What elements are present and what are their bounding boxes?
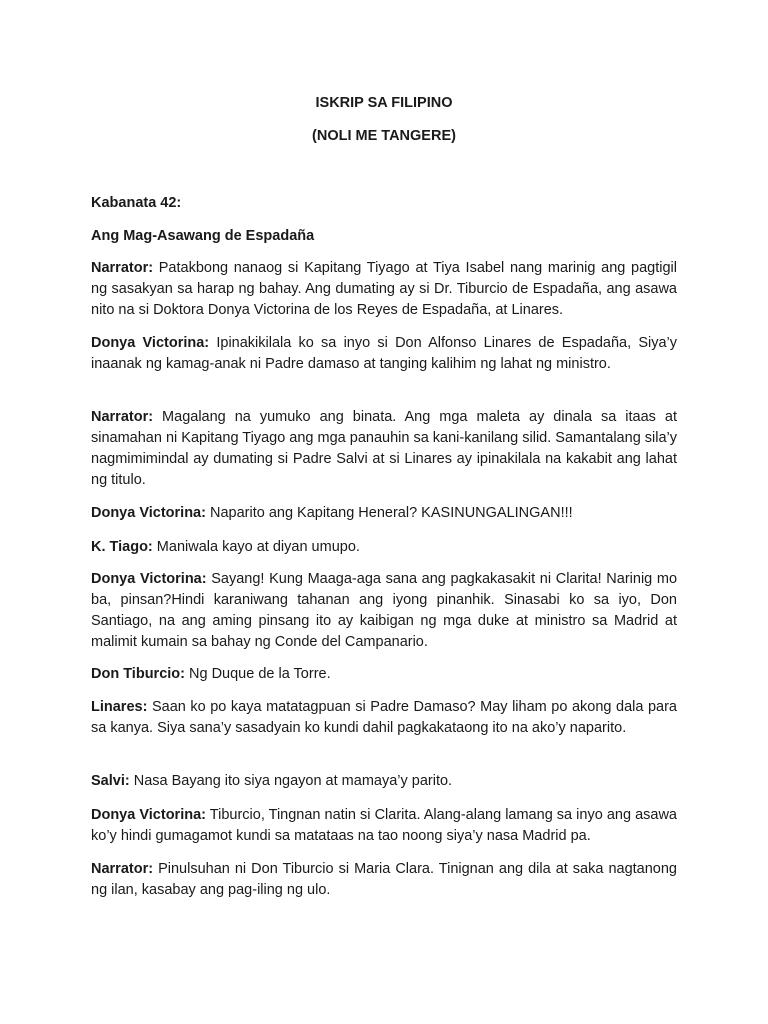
- chapter-number: Kabanata 42:: [91, 195, 182, 211]
- document-title: ISKRIP SA FILIPINO: [315, 95, 453, 111]
- dialogue-text: Maniwala kayo at diyan umupo.: [156, 539, 360, 555]
- dialogue-paragraph: [91, 859, 677, 901]
- speaker-name: Donya Victorina:: [91, 807, 206, 823]
- dialogue-paragraph: [91, 569, 677, 653]
- speaker-name: Donya Victorina:: [91, 571, 207, 587]
- dialogue-paragraph: [91, 697, 677, 739]
- dialogue-text: Patakbong nanaog si Kapitang Tiyago at Tiya Isabel nang marinig ang pagtigil ng sasakyan sa harap ng bahay. Ang dumating ay si Dr. Tiburcio de Espadaña, ang asawa nito na si Doktora Donya Victorina de los Reyes de Espadaña, at Linares.: [91, 260, 678, 318]
- speaker-name: Narrator:: [91, 861, 154, 877]
- dialogue-text: Naparito ang Kapitang Heneral? KASINUNGALINGAN!!!: [209, 505, 573, 521]
- document-subtitle: (NOLI ME TANGERE): [312, 128, 456, 144]
- dialogue-text: Ipinakikilala ko sa inyo si Don Alfonso Linares de Espadaña, Siya’y inaanak ng kamag-anak ni Padre damaso at tanging kalihim ng lahat ng ministro.: [91, 335, 678, 372]
- speaker-name: Linares:: [91, 699, 148, 715]
- dialogue-paragraph: [91, 333, 677, 375]
- speaker-name: Donya Victorina:: [91, 335, 210, 351]
- speaker-name: Narrator:: [91, 409, 154, 425]
- speaker-name: K. Tiago:: [91, 539, 153, 555]
- speaker-name: Donya Victorina:: [91, 505, 206, 521]
- dialogue-paragraph: [91, 537, 677, 558]
- dialogue-text: Tiburcio, Tingnan natin si Clarita. Alang-alang lamang sa inyo ang asawa ko’y hindi gumagamot kundi sa matataas na tao noong siya’y nasa Madrid pa.: [91, 807, 677, 844]
- dialogue-paragraph: [91, 805, 677, 847]
- chapter-title: Ang Mag-Asawang de Espadaña: [91, 228, 315, 244]
- dialogue-text: Saan ko po kaya matatagpuan si Padre Damaso? May liham po akong dala para sa kanya. Siya sana’y sasadyain ko kundi dahil pagkakataong ito na ako’y naparito.: [91, 699, 677, 736]
- speaker-name: Salvi:: [91, 773, 130, 789]
- dialogue-paragraph: [91, 258, 677, 321]
- dialogue-paragraph: [91, 664, 677, 685]
- speaker-name: Narrator:: [91, 260, 154, 276]
- dialogue-text: Pinulsuhan ni Don Tiburcio si Maria Clara. Tinignan ang dila at saka nagtanong ng ilan, kasabay ang pag-iling ng ulo.: [91, 861, 677, 898]
- dialogue-text: Nasa Bayang ito siya ngayon at mamaya’y parito.: [133, 773, 453, 789]
- dialogue-text: Sayang! Kung Maaga-aga sana ang pagkakasakit ni Clarita! Narinig mo ba, pinsan?Hindi karaniwang tahanan ang iyong pinanhik. Sinasabi ko sa iyo, Don Santiago, na ang aming pinsang ito ay kaibigan ng mga duke at ministro sa Madrid at malimit kumain sa bahay ng Conde del Campanario.: [91, 571, 678, 650]
- dialogue-paragraph: [91, 407, 677, 491]
- speaker-name: Don Tiburcio:: [91, 666, 185, 682]
- dialogue-paragraph: [91, 503, 677, 524]
- dialogue-text: Ng Duque de la Torre.: [189, 666, 331, 682]
- dialogue-text: Magalang na yumuko ang binata. Ang mga maleta ay dinala sa itaas at sinamahan ni Kapitang Tiyago ang mga panauhin sa kani-kanilang silid. Samantalang sila’y nagmimimindal ay dumating si Padre Salvi at si Linares ay ipinakilala na kakabit ang lahat ng titulo.: [91, 409, 678, 488]
- dialogue-paragraph: [91, 771, 677, 792]
